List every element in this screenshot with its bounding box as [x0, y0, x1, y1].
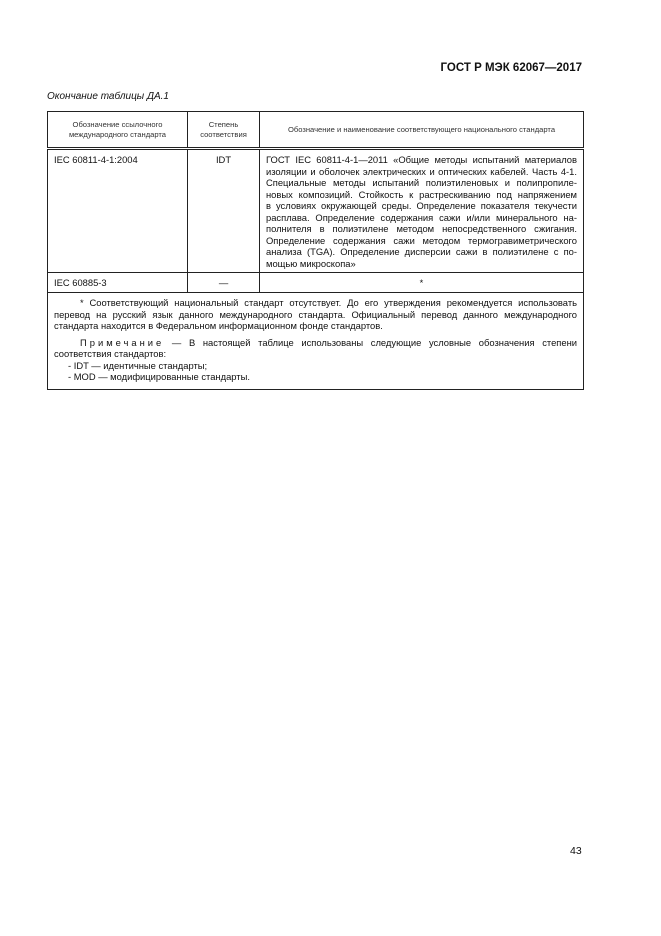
table-header-row — [48, 112, 584, 149]
text-line: анализа (TGA). Определение дисперсии сажи в полиэтилене с по- — [266, 246, 577, 257]
footnote-cell — [48, 293, 584, 390]
table-caption: Окончание таблицы ДА.1 — [47, 91, 169, 102]
degree-cell: IDT — [188, 149, 260, 273]
column-header-national: Обозначение и наименование соответствующего национального стандарта — [260, 112, 584, 149]
page-number: 43 — [570, 845, 582, 857]
column-header-degree: Степень соответствия — [188, 112, 260, 149]
text-line: расплава. Определение содержания сажи и/или минерального на- — [266, 211, 577, 223]
text-line: в условиях окружающей среды. Определение показателя текучести — [266, 200, 577, 211]
text-line: мощью микроскопа» — [266, 257, 356, 269]
note-label: Примечание — [80, 336, 165, 348]
text-line: Определение содержания сажи методом термогравиметрического — [266, 234, 577, 246]
ref-cell: IEC 60811-4-1:2004 — [48, 149, 188, 273]
note-paragraph — [54, 337, 577, 360]
text-line: изоляции и оболочек электрических и оптических кабелей. Часть 4-1. — [266, 165, 577, 177]
national-cell — [260, 149, 584, 273]
ref-cell: IEC 60885-3 — [48, 273, 188, 293]
text-line: полнителя в полиэтилене методом непосредственного сжигания. — [266, 223, 577, 234]
table-row — [48, 149, 584, 273]
footnote-row — [48, 293, 584, 390]
note-item: - IDT — идентичные стандарты; — [68, 359, 208, 371]
degree-cell: — — [188, 273, 260, 293]
document-id: ГОСТ Р МЭК 62067—2017 — [440, 62, 582, 74]
text-line: новых композиций. Стойкость к растрескиванию под напряжением — [266, 188, 577, 200]
note-text: — В настоящей таблице использованы следующие условные обозначения степени соответствия стандартов: — [54, 336, 577, 359]
table-row — [48, 273, 584, 293]
text-line: Специальные методы испытаний полиэтиленовых и полипропиле- — [266, 177, 577, 188]
standards-table — [47, 111, 584, 390]
note-item: - MOD — модифицированные стандарты. — [68, 371, 250, 382]
column-header-ref: Обозначение ссылочного международного стандарта — [48, 112, 188, 149]
national-cell: * — [260, 273, 584, 293]
text-line: ГОСТ IEC 60811-4-1—2011 «Общие методы испытаний материалов — [266, 154, 577, 165]
footnote-text: * Соответствующий национальный стандарт отсутствует. До его утверждения рекомендуется использовать перевод на русский язык данного международного стандарта. Официальный перевод данного международного стандарта находится в Федеральном информационном фонде стандартов. — [54, 297, 577, 331]
